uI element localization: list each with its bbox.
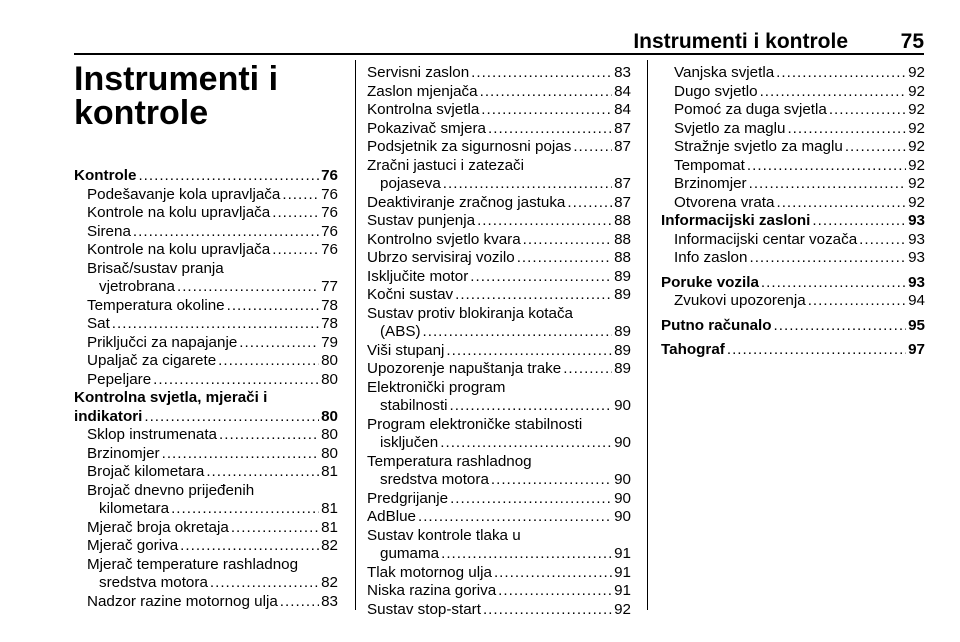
chapter-title-line: kontrole <box>74 94 209 132</box>
column-divider <box>355 60 356 610</box>
toc-entry[interactable]: Brojač kilometara ..... 81 <box>74 463 338 482</box>
toc-section[interactable]: Informacijski zasloni ..... 93 <box>661 212 925 231</box>
toc-entry-line: Temperatura rashladnog <box>367 452 532 470</box>
toc-entry[interactable]: pojaseva ..... 87 <box>367 175 631 194</box>
toc-entry[interactable]: Kočni sustav ..... 89 <box>367 286 631 305</box>
toc-entry-line: Program elektroničke stabilnosti <box>367 415 583 433</box>
toc-entry[interactable]: Pepeljare ..... 80 <box>74 371 338 390</box>
toc-entry[interactable]: Tlak motornog ulja ..... 91 <box>367 564 631 583</box>
column-divider <box>647 60 648 610</box>
toc-entry[interactable]: Podešavanje kola upravljača ..... 76 <box>74 186 338 205</box>
toc-entry[interactable]: Temperatura okoline ..... 78 <box>74 297 338 316</box>
toc-entry[interactable]: Upozorenje napuštanja trake ..... 89 <box>367 360 631 379</box>
toc-entry[interactable]: Info zaslon ..... 93 <box>661 249 925 268</box>
toc-entry[interactable]: Mjerač goriva ..... 82 <box>74 537 338 556</box>
toc-entry-line: Brojač dnevno prijeđenih <box>87 481 255 499</box>
toc-entry[interactable]: Viši stupanj ..... 89 <box>367 342 631 361</box>
toc-entry[interactable]: Tempomat ..... 92 <box>661 157 925 176</box>
toc-entry[interactable]: Kontrole na kolu upravljača ..... 76 <box>74 241 338 260</box>
chapter-title-line: Instrumenti i <box>74 60 279 98</box>
toc-entry[interactable]: Mjerač broja okretaja ..... 81 <box>74 519 338 538</box>
toc-entry[interactable]: Informacijski centar vozača ..... 93 <box>661 231 925 250</box>
toc-entry[interactable]: Kontrole na kolu upravljača ..... 76 <box>74 204 338 223</box>
toc-entry[interactable]: gumama ..... 91 <box>367 545 631 564</box>
running-header <box>36 26 924 52</box>
toc-entry[interactable]: Servisni zaslon ..... 83 <box>367 64 631 83</box>
toc-entry[interactable]: AdBlue ..... 90 <box>367 508 631 527</box>
toc-column-3 <box>661 64 925 360</box>
toc-entry[interactable]: sredstva motora ..... 82 <box>74 574 338 593</box>
toc-entry[interactable]: Kontrolna svjetla ..... 84 <box>367 101 631 120</box>
toc-entry[interactable]: Zvukovi upozorenja ..... 94 <box>661 292 925 311</box>
toc-entry[interactable]: Vanjska svjetla ..... 92 <box>661 64 925 83</box>
toc-column-2 <box>367 64 631 619</box>
toc-section[interactable]: Kontrole ..... 76 <box>74 167 338 186</box>
toc-entry-line: Mjerač temperature rashladnog <box>87 555 299 573</box>
toc-entry-line: Sustav kontrole tlaka u <box>367 526 521 544</box>
toc-entry[interactable]: Brzinomjer ..... 92 <box>661 175 925 194</box>
toc-entry[interactable]: Dugo svjetlo ..... 92 <box>661 83 925 102</box>
toc-column-1 <box>74 167 338 611</box>
toc-entry[interactable]: isključen ..... 90 <box>367 434 631 453</box>
toc-entry[interactable]: Sustav punjenja ..... 88 <box>367 212 631 231</box>
toc-entry[interactable]: Sustav stop-start ..... 92 <box>367 601 631 620</box>
toc-entry[interactable]: Pokazivač smjera ..... 87 <box>367 120 631 139</box>
page-number: 75 <box>900 30 924 53</box>
toc-entry-line: Elektronički program <box>367 378 506 396</box>
toc-entry[interactable]: Niska razina goriva ..... 91 <box>367 582 631 601</box>
toc-entry[interactable]: Predgrijanje ..... 90 <box>367 490 631 509</box>
toc-section[interactable]: Tahograf ..... 97 <box>661 341 925 360</box>
header-rule <box>74 53 924 55</box>
toc-entry-line: Brisač/sustav pranja <box>87 259 224 277</box>
toc-entry[interactable]: Priključci za napajanje ..... 79 <box>74 334 338 353</box>
toc-section[interactable]: indikatori ..... 80 <box>74 408 338 427</box>
toc-entry[interactable]: (ABS) ..... 89 <box>367 323 631 342</box>
toc-entry[interactable]: Nadzor razine motornog ulja ..... 83 <box>74 593 338 612</box>
toc-entry[interactable]: Upaljač za cigarete ..... 80 <box>74 352 338 371</box>
toc-entry[interactable]: Isključite motor ..... 89 <box>367 268 631 287</box>
toc-entry[interactable]: sredstva motora ..... 90 <box>367 471 631 490</box>
toc-entry-line: Sustav protiv blokiranja kotača <box>367 304 573 322</box>
toc-entry[interactable]: Otvorena vrata ..... 92 <box>661 194 925 213</box>
toc-entry[interactable]: vjetrobrana ..... 77 <box>74 278 338 297</box>
toc-entry[interactable]: Sirena ..... 76 <box>74 223 338 242</box>
toc-entry[interactable]: stabilnosti ..... 90 <box>367 397 631 416</box>
toc-entry[interactable]: Sklop instrumenata ..... 80 <box>74 426 338 445</box>
toc-entry[interactable]: Brzinomjer ..... 80 <box>74 445 338 464</box>
toc-entry[interactable]: Sat ..... 78 <box>74 315 338 334</box>
toc-section[interactable]: Putno računalo ..... 95 <box>661 317 925 336</box>
chapter-title <box>74 62 344 130</box>
toc-entry[interactable]: Stražnje svjetlo za maglu ..... 92 <box>661 138 925 157</box>
toc-entry-line: Zračni jastuci i zatezači <box>367 156 524 174</box>
toc-entry[interactable]: kilometara ..... 81 <box>74 500 338 519</box>
toc-entry[interactable]: Svjetlo za maglu ..... 92 <box>661 120 925 139</box>
toc-entry[interactable]: Kontrolno svjetlo kvara ..... 88 <box>367 231 631 250</box>
toc-entry[interactable]: Pomoć za duga svjetla ..... 92 <box>661 101 925 120</box>
running-header-title: Instrumenti i kontrole <box>633 30 848 53</box>
toc-entry[interactable]: Ubrzo servisiraj vozilo ..... 88 <box>367 249 631 268</box>
toc-section-line: Kontrolna svjetla, mjerači i <box>74 389 268 406</box>
toc-entry[interactable]: Podsjetnik za sigurnosni pojas ..... 87 <box>367 138 631 157</box>
toc-entry[interactable]: Zaslon mjenjača ..... 84 <box>367 83 631 102</box>
toc-section[interactable]: Poruke vozila ..... 93 <box>661 274 925 293</box>
toc-entry[interactable]: Deaktiviranje zračnog jastuka ..... 87 <box>367 194 631 213</box>
